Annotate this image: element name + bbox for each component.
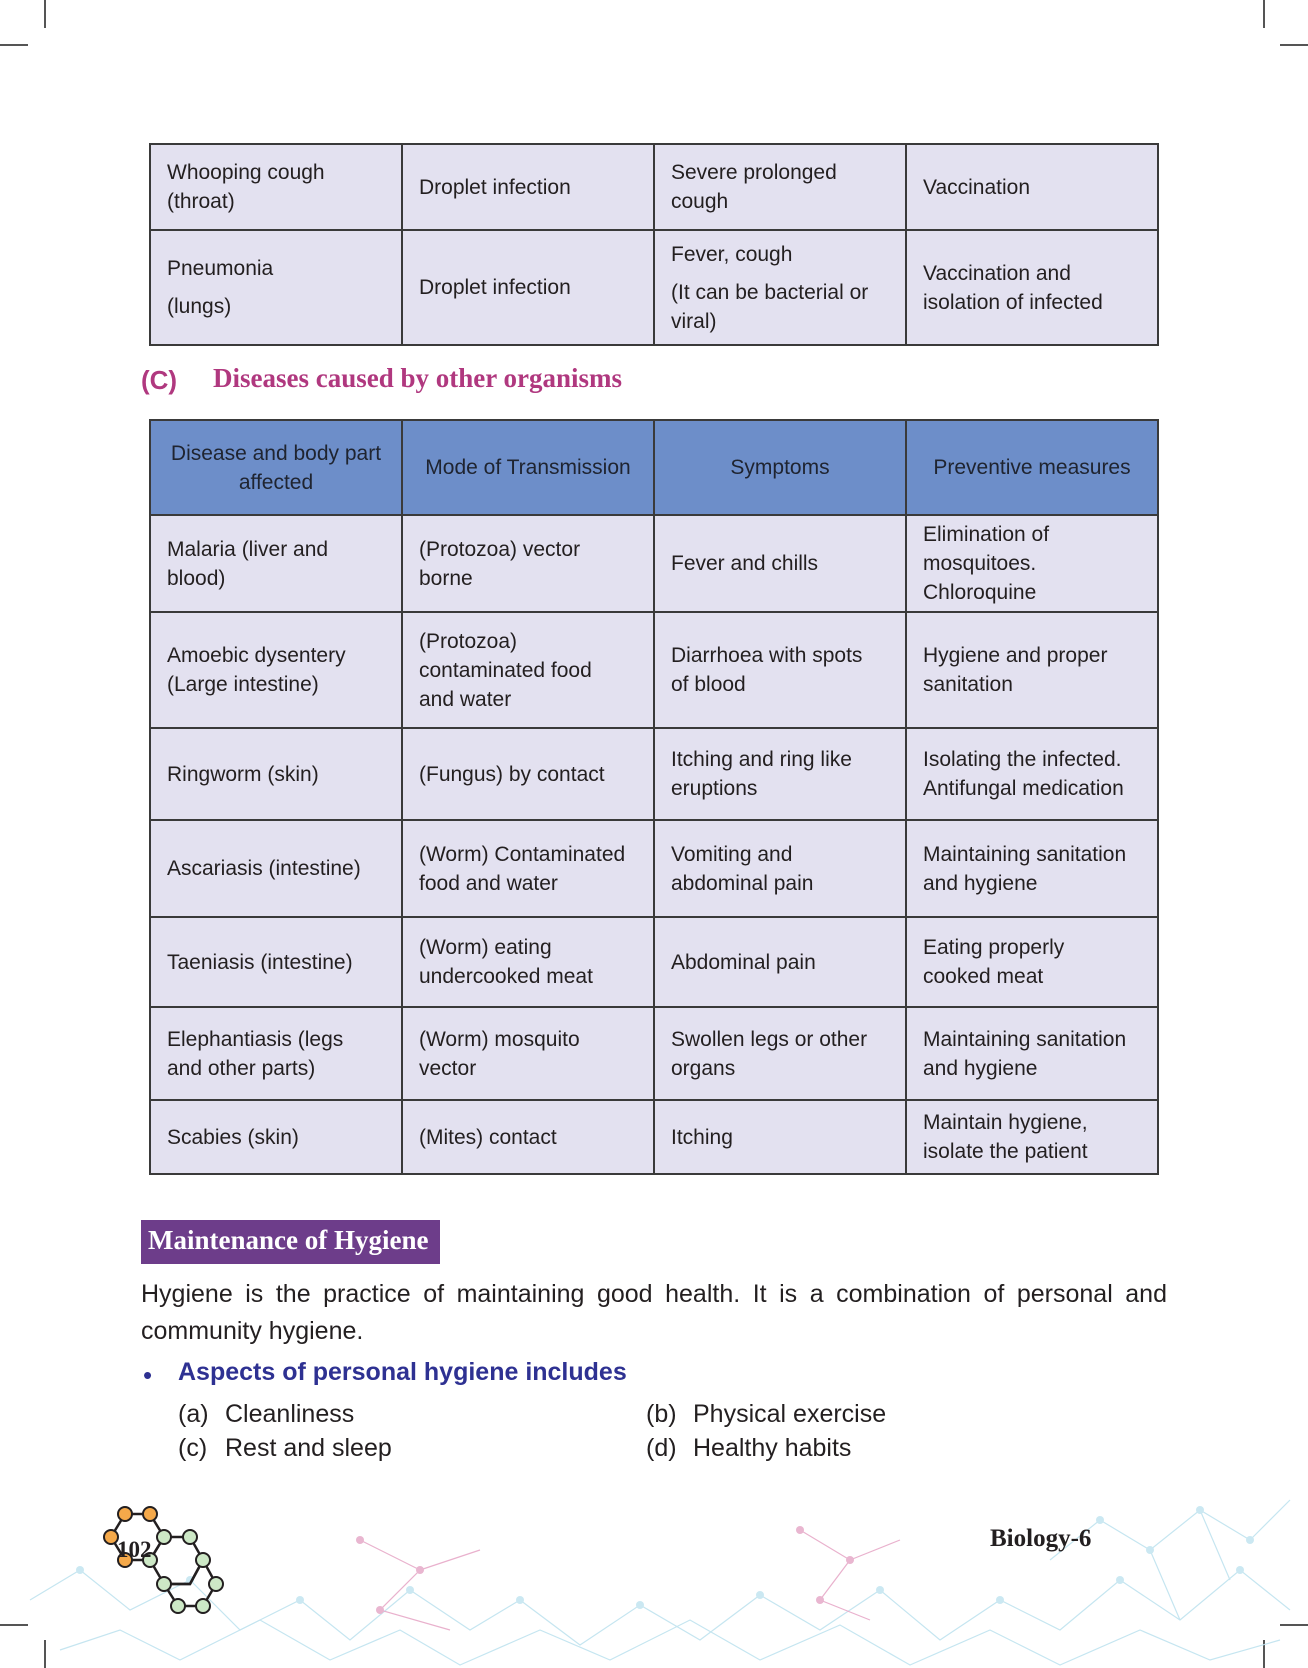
list-item: (c) Rest and sleep xyxy=(178,1434,392,1462)
list-item: (b) Physical exercise xyxy=(646,1400,887,1428)
transmission-cell: Droplet infection xyxy=(402,230,654,345)
prevention-cell: Vaccination xyxy=(906,144,1158,230)
transmission-cell: Droplet infection xyxy=(402,144,654,230)
column-header: Mode of Transmission xyxy=(402,420,654,515)
disease-cell: Malaria (liver and blood) xyxy=(150,515,402,612)
table-header-row xyxy=(150,420,1158,515)
table-row xyxy=(150,820,1158,917)
prevention-cell: Eating properly cooked meat xyxy=(906,917,1158,1007)
prevention-cell: Elimination of mosquitoes. Chloroquine xyxy=(906,515,1158,612)
section-label: (C) xyxy=(141,365,178,395)
symptoms-cell: Abdominal pain xyxy=(654,917,906,1007)
symptoms-cell: Severe prolonged cough xyxy=(654,144,906,230)
symptoms-cell: Itching xyxy=(654,1100,906,1174)
list-item: (a) Cleanliness xyxy=(178,1400,355,1428)
disease-cell: Amoebic dysentery (Large intestine) xyxy=(150,612,402,728)
prevention-cell: Maintaining sanitation and hygiene xyxy=(906,1007,1158,1100)
transmission-cell: (Worm) mosquito vector xyxy=(402,1007,654,1100)
bullet-icon: • xyxy=(143,1360,153,1390)
prevention-cell: Maintaining sanitation and hygiene xyxy=(906,820,1158,917)
symptoms-cell: Fever and chills xyxy=(654,515,906,612)
column-header: Disease and body part affected xyxy=(150,420,402,515)
transmission-cell: (Mites) contact xyxy=(402,1100,654,1174)
column-header: Symptoms xyxy=(654,420,906,515)
hygiene-heading: Maintenance of Hygiene xyxy=(148,1225,429,1255)
prevention-cell: Isolating the infected. Antifungal medication xyxy=(906,728,1158,820)
disease-cell: Taeniasis (intestine) xyxy=(150,917,402,1007)
crop-mark xyxy=(0,44,28,46)
symptoms-cell: Fever, cough (It can be bacterial or viral) xyxy=(654,230,906,345)
molecule-background-decoration xyxy=(0,1480,1308,1668)
disease-cell: Ascariasis (intestine) xyxy=(150,820,402,917)
column-header: Preventive measures xyxy=(906,420,1158,515)
disease-cell: Pneumonia (lungs) xyxy=(150,230,402,345)
prevention-cell: Vaccination and isolation of infected xyxy=(906,230,1158,345)
bullet-heading: Aspects of personal hygiene includes xyxy=(178,1358,627,1386)
hygiene-paragraph: Hygiene is the practice of maintaining good health. It is a combination of personal and community hygiene. xyxy=(141,1280,1167,1345)
table-row xyxy=(150,1007,1158,1100)
disease-table-continued xyxy=(149,143,1159,346)
symptoms-cell: Diarrhoea with spots of blood xyxy=(654,612,906,728)
table-row xyxy=(150,612,1158,728)
transmission-cell: (Worm) Contaminated food and water xyxy=(402,820,654,917)
prevention-cell: Hygiene and proper sanitation xyxy=(906,612,1158,728)
transmission-cell: (Worm) eating undercooked meat xyxy=(402,917,654,1007)
disease-cell: Ringworm (skin) xyxy=(150,728,402,820)
book-title: Biology-6 xyxy=(990,1525,1092,1552)
table-row xyxy=(150,230,1158,345)
transmission-cell: (Protozoa) contaminated food and water xyxy=(402,612,654,728)
prevention-cell: Maintain hygiene, isolate the patient xyxy=(906,1100,1158,1174)
table-row xyxy=(150,728,1158,820)
disease-cell: Scabies (skin) xyxy=(150,1100,402,1174)
table-row xyxy=(150,515,1158,612)
symptoms-cell: Vomiting and abdominal pain xyxy=(654,820,906,917)
symptoms-cell: Swollen legs or other organs xyxy=(654,1007,906,1100)
table-row xyxy=(150,1100,1158,1174)
table-row xyxy=(150,917,1158,1007)
table-row xyxy=(150,144,1158,230)
list-item: (d) Healthy habits xyxy=(646,1434,852,1462)
transmission-cell: (Fungus) by contact xyxy=(402,728,654,820)
crop-mark xyxy=(44,0,46,28)
page-number: 102 xyxy=(117,1537,152,1562)
disease-cell: Whooping cough (throat) xyxy=(150,144,402,230)
transmission-cell: (Protozoa) vector borne xyxy=(402,515,654,612)
diseases-other-organisms-table xyxy=(149,419,1159,1175)
symptoms-cell: Itching and ring like eruptions xyxy=(654,728,906,820)
disease-cell: Elephantiasis (legs and other parts) xyxy=(150,1007,402,1100)
section-title: Diseases caused by other organisms xyxy=(213,363,623,393)
crop-mark xyxy=(1263,0,1265,28)
crop-mark xyxy=(1280,44,1308,46)
